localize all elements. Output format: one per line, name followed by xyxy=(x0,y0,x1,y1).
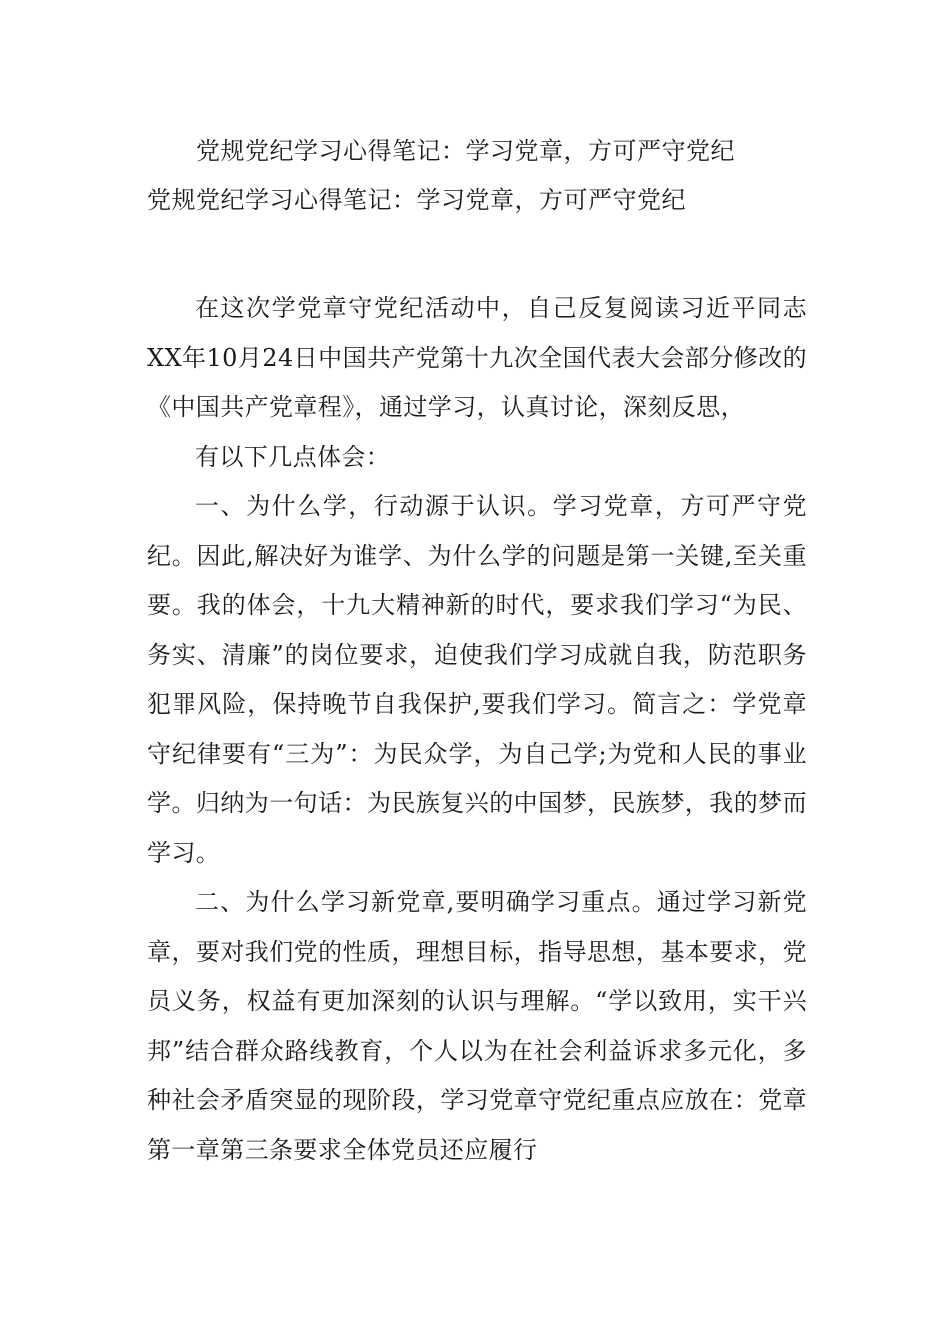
document-title-line-1: 党规党纪学习心得笔记：学习党章，方可严守党纪 xyxy=(196,137,735,165)
paragraph-1: 在这次学党章守党纪活动中，自己反复阅读习近平同志XX年10月24日中国共产党第十九次全国代表大会部分修改的《中国共产党章程》，通过学习，认真讨论，深刻反思， xyxy=(147,294,807,421)
paragraph-2: 有以下几点体会： xyxy=(195,442,391,471)
document-body xyxy=(147,284,807,1175)
paragraph-4: 二、为什么学习新党章,要明确学习重点。通过学习新党章，要对我们党的性质，理想目标，指导思想，基本要求，党员义务，权益有更加深刻的认识与理解。“学以致用，实干兴邦”结合群众路线教育，个人以为在社会利益诉求多元化，多种社会矛盾突显的现阶段，学习党章守党纪重点应放在：党章第一章第三条要求全体党员还应履行 xyxy=(147,888,807,1164)
paragraph-3: 一、为什么学，行动源于认识。学习党章，方可严守党纪。因此,解决好为谁学、为什么学的问题是第一关键,至关重要。我的体会，十九大精神新的时代，要求我们学习“为民、务实、清廉”的岗位要求，迫使我们学习成就自我，防范职务犯罪风险，保持晚节自我保护,要我们学习。简言之：学党章守纪律要有“三为”：为民众学，为自己学;为党和人民的事业学。归纳为一句话：为民族复兴的中国梦，民族梦，我的梦而学习。 xyxy=(147,492,807,867)
document-title-line-2: 党规党纪学习心得笔记：学习党章，方可严守党纪 xyxy=(147,186,686,214)
